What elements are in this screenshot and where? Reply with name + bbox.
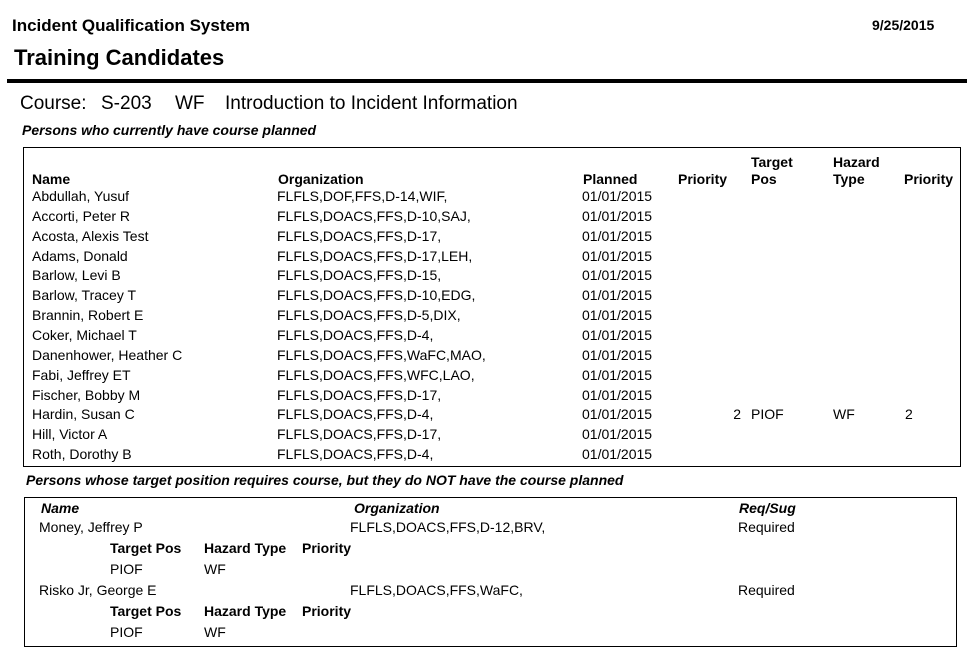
row-req-sug: Required — [738, 519, 795, 535]
planned-header-priority: Priority — [678, 171, 728, 187]
row-hazard-type: WF — [204, 624, 226, 640]
row-organization: FLFLS,DOACS,FFS,D-10,EDG, — [277, 287, 476, 304]
row-organization: FLFLS,DOACS,FFS,D-17, — [277, 227, 442, 244]
report-date: 9/25/2015 — [872, 17, 935, 33]
row-name: Hill, Victor A — [32, 426, 108, 443]
row-hazard-type: WF — [204, 561, 226, 577]
row-name: Coker, Michael T — [32, 326, 137, 343]
row-target-pos: PIOF — [110, 561, 143, 577]
unplanned-section-label: Persons whose target position requires course, but they do NOT have the course planned — [26, 472, 624, 488]
report-title: Training Candidates — [14, 45, 225, 70]
planned-header-organization: Organization — [278, 171, 364, 187]
row-name: Barlow, Tracey T — [32, 287, 137, 304]
row-name: Fischer, Bobby M — [32, 386, 141, 403]
row-name: Abdullah, Yusuf — [32, 188, 130, 204]
row-planned-date: 01/01/2015 — [582, 307, 653, 324]
planned-section-label: Persons who currently have course planned — [22, 122, 317, 138]
row-hazard-type: WF — [833, 406, 855, 423]
system-title: Incident Qualification System — [12, 16, 251, 35]
planned-header-priority-2: Priority — [904, 171, 954, 187]
row-target-pos: PIOF — [751, 406, 784, 423]
unplanned-header-name: Name — [41, 500, 80, 516]
row-organization: FLFLS,DOACS,FFS,D-17, — [277, 426, 442, 443]
planned-header-target-pos: Target Pos — [751, 154, 793, 187]
row-name: Hardin, Susan C — [32, 406, 135, 423]
row-name: Brannin, Robert E — [32, 307, 144, 324]
row-planned-date: 01/01/2015 — [582, 267, 653, 284]
row-planned-date: 01/01/2015 — [582, 326, 653, 343]
row-organization: FLFLS,DOACS,FFS,WFC,LAO, — [277, 366, 475, 383]
row-organization: FLFLS,DOACS,FFS,D-4, — [277, 326, 434, 343]
row-name: Acosta, Alexis Test — [32, 227, 149, 244]
sub-header-hazard-type: Hazard Type — [204, 540, 287, 556]
row-planned-date: 01/01/2015 — [582, 227, 653, 244]
sub-header-target-pos: Target Pos — [110, 540, 182, 556]
row-planned-date: 01/01/2015 — [582, 247, 653, 264]
course-hazard: WF — [175, 93, 205, 114]
row-organization: FLFLS,DOACS,FFS,D-10,SAJ, — [277, 207, 471, 224]
row-planned-date: 01/01/2015 — [582, 386, 653, 403]
row-organization: FLFLS,DOACS,FFS,WaFC, — [350, 582, 523, 598]
row-name: Money, Jeffrey P — [39, 519, 143, 535]
sub-header-priority: Priority — [302, 540, 352, 556]
row-name: Danenhower, Heather C — [32, 346, 183, 363]
row-planned-date: 01/01/2015 — [582, 426, 653, 443]
row-organization: FLFLS,DOACS,FFS,D-4, — [277, 406, 434, 423]
row-planned-date: 01/01/2015 — [582, 287, 653, 304]
planned-header-name: Name — [32, 171, 71, 187]
course-label: Course: — [20, 93, 87, 114]
row-planned-date: 01/01/2015 — [582, 446, 653, 463]
row-organization: FLFLS,DOACS,FFS,WaFC,MAO, — [277, 346, 486, 363]
row-organization: FLFLS,DOACS,FFS,D-17, — [277, 386, 442, 403]
row-name: Adams, Donald — [32, 247, 128, 264]
unplanned-header-req-sug: Req/Sug — [739, 500, 796, 516]
row-name: Fabi, Jeffrey ET — [32, 366, 131, 383]
row-name: Risko Jr, George E — [39, 582, 157, 598]
course-name: Introduction to Incident Information — [225, 93, 518, 114]
row-name: Accorti, Peter R — [32, 207, 131, 224]
row-organization: FLFLS,DOACS,FFS,D-12,BRV, — [350, 519, 546, 535]
planned-table — [23, 147, 961, 467]
course-code: S-203 — [101, 93, 152, 114]
row-organization: FLFLS,DOACS,FFS,D-5,DIX, — [277, 307, 461, 324]
unplanned-header-organization: Organization — [354, 500, 440, 516]
row-target-pos: PIOF — [110, 624, 143, 640]
sub-header-target-pos: Target Pos — [110, 603, 182, 619]
row-priority-2: 2 — [905, 406, 913, 423]
row-name: Barlow, Levi B — [32, 267, 121, 284]
row-req-sug: Required — [738, 582, 795, 598]
row-planned-date: 01/01/2015 — [582, 366, 653, 383]
planned-header-hazard-type: Hazard Type — [833, 154, 880, 187]
row-planned-date: 01/01/2015 — [582, 188, 653, 204]
sub-header-priority: Priority — [302, 603, 352, 619]
row-organization: FLFLS,DOACS,FFS,D-15, — [277, 267, 442, 284]
title-divider — [7, 79, 967, 83]
row-organization: FLFLS,DOACS,FFS,D-4, — [277, 446, 434, 463]
row-planned-date: 01/01/2015 — [582, 207, 653, 224]
row-organization: FLFLS,DOF,FFS,D-14,WIF, — [277, 188, 448, 204]
row-organization: FLFLS,DOACS,FFS,D-17,LEH, — [277, 247, 473, 264]
planned-header-planned: Planned — [583, 171, 638, 187]
sub-header-hazard-type: Hazard Type — [204, 603, 287, 619]
unplanned-table — [24, 497, 957, 647]
row-planned-date: 01/01/2015 — [582, 406, 653, 423]
row-name: Roth, Dorothy B — [32, 446, 132, 463]
row-priority: 2 — [733, 406, 741, 423]
row-planned-date: 01/01/2015 — [582, 346, 653, 363]
